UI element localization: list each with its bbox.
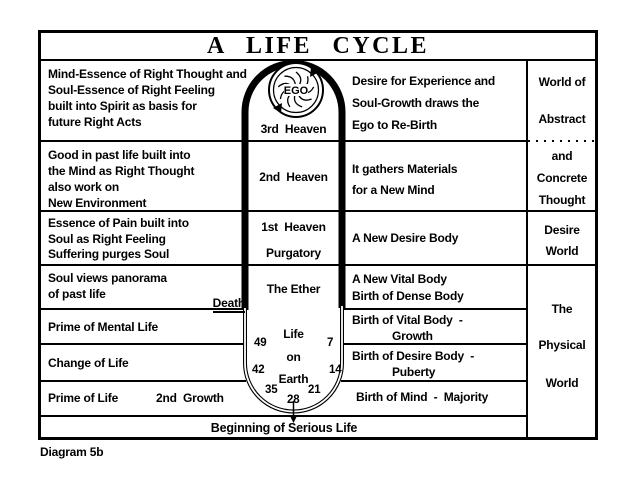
age-35: 35 bbox=[265, 384, 278, 396]
stage-life-on-earth: Life on Earth bbox=[278, 327, 309, 386]
age-28: 28 bbox=[287, 394, 300, 406]
diagram-title: A LIFE CYCLE bbox=[206, 33, 430, 59]
death-label: Death bbox=[213, 295, 245, 313]
cell-good-past-life: Good in past life built into the Mind as Right Thought also work on New Environment bbox=[48, 148, 195, 210]
and-label: and bbox=[551, 149, 573, 163]
cell-birth-vital-body: Birth of Vital Body - bbox=[352, 313, 463, 327]
stage-1st-heaven: 1st Heaven bbox=[261, 220, 326, 234]
cell-new-desire-body: A New Desire Body bbox=[352, 231, 459, 245]
age-14: 14 bbox=[329, 364, 342, 376]
desire-world-label: World bbox=[545, 244, 579, 258]
stage-purgatory: Purgatory bbox=[266, 246, 321, 260]
stage-3rd-heaven: 3rd Heaven bbox=[260, 122, 327, 136]
cell-prime-mental-life: Prime of Mental Life bbox=[48, 320, 159, 334]
desire-label: Desire bbox=[544, 223, 580, 237]
age-42: 42 bbox=[252, 364, 265, 376]
cell-new-vital-body: A New Vital Body Birth of Dense Body bbox=[352, 272, 464, 303]
thought-label: Thought bbox=[538, 193, 586, 207]
diagram-caption: Diagram 5b bbox=[40, 445, 104, 459]
age-49: 49 bbox=[254, 337, 267, 349]
stage-2nd-heaven: 2nd Heaven bbox=[259, 170, 328, 184]
concrete-label: Concrete bbox=[536, 171, 588, 185]
cell-birth-desire-body: Birth of Desire Body - bbox=[352, 349, 475, 363]
cell-change-of-life: Change of Life bbox=[48, 356, 129, 370]
cell-2nd-growth: 2nd Growth bbox=[156, 391, 224, 405]
world-of-label: World of bbox=[538, 75, 586, 89]
abstract-label: Abstract bbox=[538, 112, 586, 126]
beginning-serious-life-label: Beginning of Serious Life bbox=[210, 421, 358, 435]
age-21: 21 bbox=[308, 384, 321, 396]
cell-essence-of-pain: Essence of Pain built into Soul as Right Feeling Suffering purges Soul bbox=[48, 216, 189, 261]
cell-puberty: Puberty bbox=[392, 365, 436, 379]
physical-label: Physical bbox=[538, 338, 586, 352]
age-7: 7 bbox=[327, 337, 334, 349]
ego-medallion bbox=[269, 63, 323, 117]
cell-soul-panorama: Soul views panorama of past life bbox=[48, 271, 167, 301]
the-label: The bbox=[551, 302, 573, 316]
cell-mind-essence: Mind-Essence of Right Thought and Soul-Essence of Right Feeling built into Spirit as basis for future Right Acts bbox=[48, 67, 247, 129]
physical-world-label: World bbox=[545, 376, 579, 390]
stage-the-ether: The Ether bbox=[266, 282, 321, 296]
cell-prime-of-life: Prime of Life bbox=[48, 391, 119, 405]
cell-desire-for-experience: Desire for Experience and Soul-Growth draws the Ego to Re-Birth bbox=[352, 74, 496, 132]
cell-growth: Growth bbox=[392, 329, 433, 343]
cell-birth-of-mind: Birth of Mind - Majority bbox=[356, 390, 489, 404]
cell-gathers-materials: It gathers Materials for a New Mind bbox=[352, 162, 458, 197]
ego-label: EGO bbox=[283, 85, 309, 97]
